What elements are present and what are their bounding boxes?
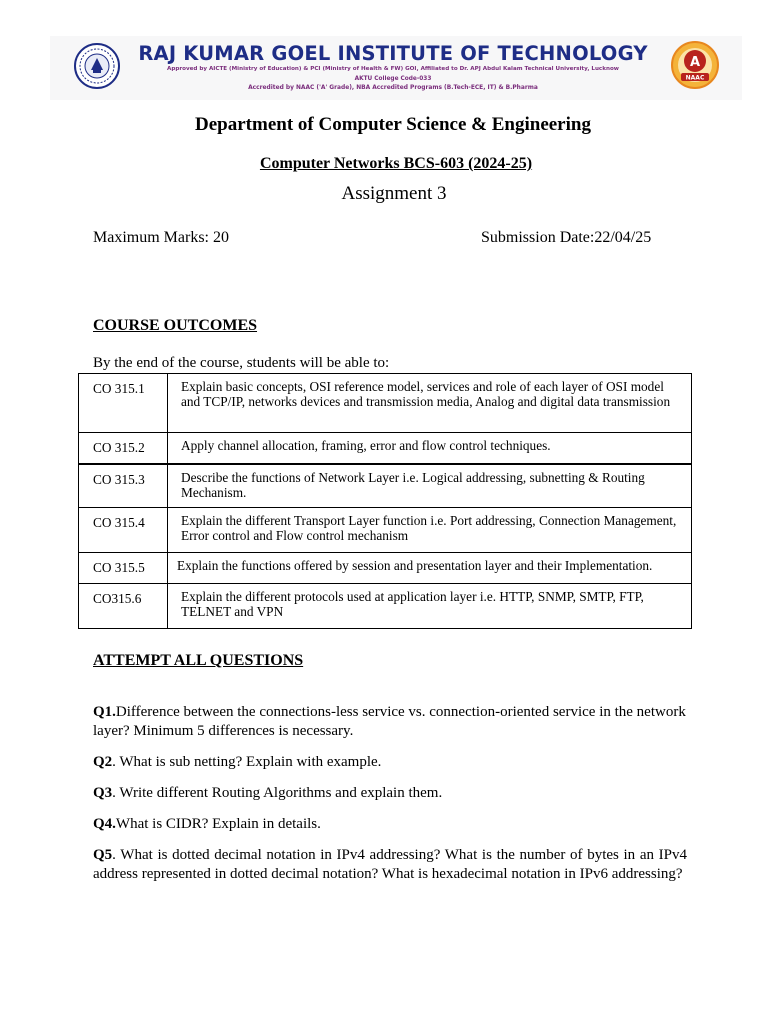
accreditation-line: Accredited by NAAC ('A' Grade), NBA Accredited Programs (B.Tech-ECE, IT) & B.Pharma: [248, 85, 538, 91]
question-4: [93, 815, 687, 834]
question-5: [93, 846, 687, 884]
max-marks: Maximum Marks: 20: [93, 229, 229, 246]
co-description: Apply channel allocation, framing, error and flow control techniques.: [168, 433, 692, 465]
table-row: [79, 508, 692, 553]
co-description: Explain the functions offered by session and presentation layer and their Implementation.: [168, 553, 692, 584]
table-row: [79, 433, 692, 465]
table-row: [79, 584, 692, 629]
question-text: . Write different Routing Algorithms and explain them.: [112, 785, 443, 801]
co-code: CO 315.1: [79, 374, 168, 433]
course-outcomes-table: [78, 373, 692, 629]
question-3: [93, 784, 687, 803]
approval-line: Approved by AICTE (Ministry of Education) & PCI (Ministry of Health & FW) GOI, Affiliated to Dr. APJ Abdul Kalam Technical University, Lucknow: [167, 66, 619, 72]
question-label: Q3: [93, 785, 113, 801]
question-text: . What is sub netting? Explain with example.: [112, 754, 382, 770]
co-code: CO 315.2: [79, 433, 168, 465]
naac-label: NAAC: [685, 74, 705, 82]
question-2: [93, 753, 687, 772]
question-label: Q2: [93, 754, 113, 770]
co-description: Explain the different protocols used at application layer i.e. HTTP, SNMP, SMTP, FTP, TELNET and VPN: [168, 584, 692, 629]
department-title: Department of Computer Science & Engineering: [195, 114, 591, 135]
question-label: Q5: [93, 847, 113, 863]
institute-seal-logo: [74, 43, 120, 89]
question-label: Q4.: [93, 816, 116, 832]
co-code: CO 315.4: [79, 508, 168, 553]
course-outcomes-heading: COURSE OUTCOMES: [93, 317, 258, 334]
co-description: Explain the different Transport Layer function i.e. Port addressing, Connection Management, Error control and Flow control mechanism: [168, 508, 692, 553]
co-code: CO 315.3: [79, 464, 168, 508]
naac-badge-logo: [670, 40, 720, 90]
questions-heading: ATTEMPT ALL QUESTIONS: [93, 652, 304, 669]
table-row: [79, 553, 692, 584]
co-description: Describe the functions of Network Layer i.e. Logical addressing, subnetting & Routing Mechanism.: [168, 464, 692, 508]
co-code: CO 315.5: [79, 553, 168, 584]
naac-grade: A: [689, 55, 701, 70]
table-row: [79, 464, 692, 508]
question-text: . What is dotted decimal notation in IPv4 addressing? What is the number of bytes in an IPv4 address represented in dotted decimal notation? What is hexadecimal notation in IPv6 addressing?: [93, 847, 687, 882]
college-code: AKTU College Code-033: [354, 76, 432, 82]
institute-banner: [50, 36, 742, 100]
assignment-title: Assignment 3: [341, 183, 447, 204]
question-text: Difference between the connections-less service vs. connection-oriented service in the network layer? Minimum 5 differences is necessary.: [93, 704, 686, 739]
submission-date: Submission Date:22/04/25: [481, 229, 652, 246]
co-code: CO315.6: [79, 584, 168, 629]
question-1: [93, 703, 687, 741]
table-row: [79, 374, 692, 433]
course-outcomes-intro: By the end of the course, students will be able to:: [93, 355, 390, 371]
question-label: Q1.: [93, 704, 116, 720]
question-text: What is CIDR? Explain in details.: [115, 816, 321, 832]
co-description: Explain basic concepts, OSI reference model, services and role of each layer of OSI model and TCP/IP, networks devices and transmission media, Analog and digital data transmission: [168, 374, 692, 433]
institute-name: RAJ KUMAR GOEL INSTITUTE OF TECHNOLOGY: [138, 42, 648, 65]
course-title: Computer Networks BCS-603 (2024-25): [259, 155, 533, 172]
